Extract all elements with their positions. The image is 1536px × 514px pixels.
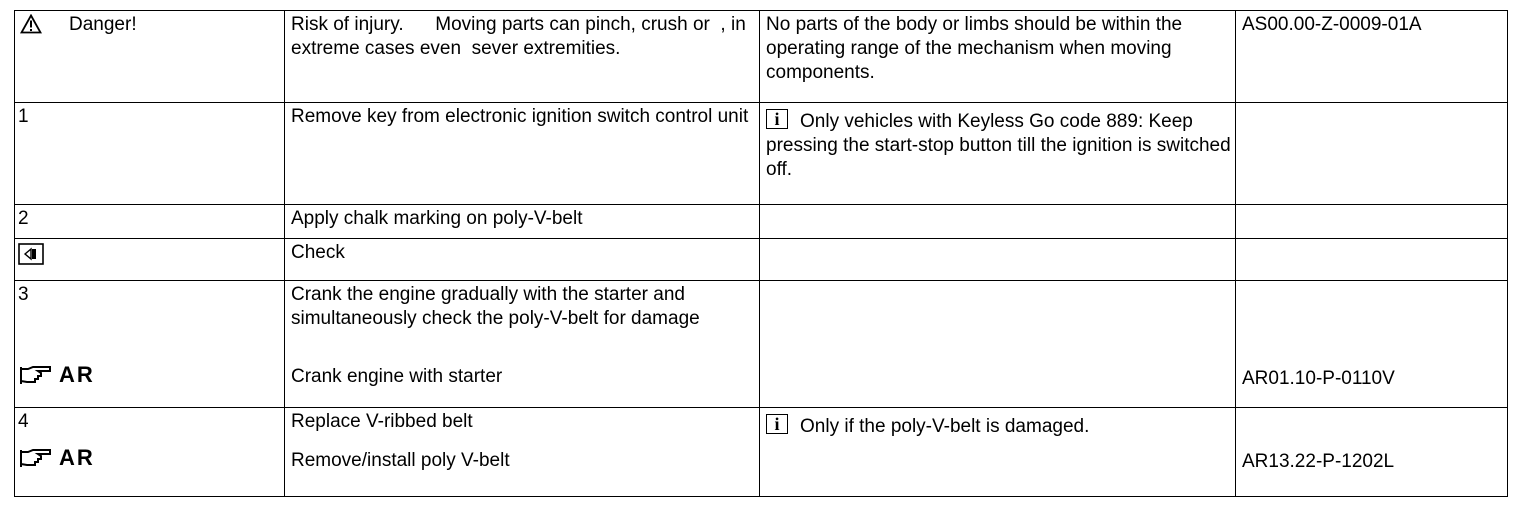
table-row <box>15 103 1508 205</box>
table-row <box>15 408 1508 497</box>
reference-cell <box>1236 205 1508 239</box>
sub-action-text: Remove/install poly V-belt <box>291 450 510 471</box>
step-number: 2 <box>18 208 29 229</box>
reference-link[interactable]: AR01.10-P-0110V <box>1242 368 1395 389</box>
ar-reference-marker[interactable] <box>19 446 95 470</box>
note-cell <box>760 11 1236 103</box>
note-cell <box>760 239 1236 281</box>
procedure-table <box>14 10 1508 497</box>
table-row <box>15 11 1508 103</box>
info-icon: i <box>766 414 788 434</box>
action-text: Apply chalk marking on poly-V-belt <box>291 208 583 229</box>
action-text: Replace V-ribbed belt <box>291 411 473 432</box>
step-number: 1 <box>18 106 29 127</box>
reference-cell <box>1236 103 1508 205</box>
action-text: Risk of injury. Moving parts can pinch, crush or , in extreme cases even sever extremities. <box>291 14 752 59</box>
check-icon <box>18 243 44 265</box>
note-cell <box>760 205 1236 239</box>
note-text <box>760 205 1235 207</box>
action-cell <box>285 11 760 103</box>
note-cell <box>760 281 1236 408</box>
reference-link[interactable]: AS00.00-Z-0009-01A <box>1242 14 1422 35</box>
reference-link <box>1236 103 1507 105</box>
step-cell <box>15 239 285 281</box>
reference-cell <box>1236 281 1508 408</box>
reference-cell <box>1236 11 1508 103</box>
reference-cell <box>1236 239 1508 281</box>
table-row <box>15 239 1508 281</box>
info-icon: i <box>766 109 788 129</box>
step-number: 4 <box>18 411 29 432</box>
action-text: Check <box>291 242 345 263</box>
action-cell <box>285 408 760 497</box>
step-cell <box>15 408 285 497</box>
pointing-hand-icon <box>19 447 53 469</box>
note-text <box>760 281 1235 283</box>
ar-reference-marker[interactable] <box>19 363 95 387</box>
warning-triangle-icon <box>20 14 42 34</box>
note-cell <box>760 103 1236 205</box>
step-cell <box>15 11 285 103</box>
note-text <box>760 239 1235 241</box>
step-cell <box>15 281 285 408</box>
action-text: Crank the engine gradually with the starter and simultaneously check the poly-V-belt for damage <box>291 284 700 329</box>
reference-link <box>1236 239 1507 241</box>
note-text: Only vehicles with Keyless Go code 889: Keep pressing the start-stop button till the ignition is switched off. <box>766 111 1231 180</box>
action-cell <box>285 281 760 408</box>
table-row <box>15 205 1508 239</box>
reference-link <box>1236 205 1507 207</box>
action-cell <box>285 239 760 281</box>
action-text: Remove key from electronic ignition switch control unit <box>291 106 749 127</box>
note-text: No parts of the body or limbs should be within the operating range of the mechanism when moving components. <box>766 14 1183 83</box>
sub-action-text: Crank engine with starter <box>291 366 503 387</box>
pointing-hand-icon <box>19 364 53 386</box>
action-cell <box>285 205 760 239</box>
ar-label: AR <box>59 362 95 387</box>
reference-link[interactable]: AR13.22-P-1202L <box>1242 451 1395 472</box>
step-cell <box>15 205 285 239</box>
action-cell <box>285 103 760 205</box>
reference-cell <box>1236 408 1508 497</box>
step-cell <box>15 103 285 205</box>
note-cell <box>760 408 1236 497</box>
danger-label: Danger! <box>69 14 137 35</box>
ar-label: AR <box>59 445 95 470</box>
step-number: 3 <box>18 284 29 305</box>
note-text: Only if the poly-V-belt is damaged. <box>800 416 1090 437</box>
table-row <box>15 281 1508 408</box>
